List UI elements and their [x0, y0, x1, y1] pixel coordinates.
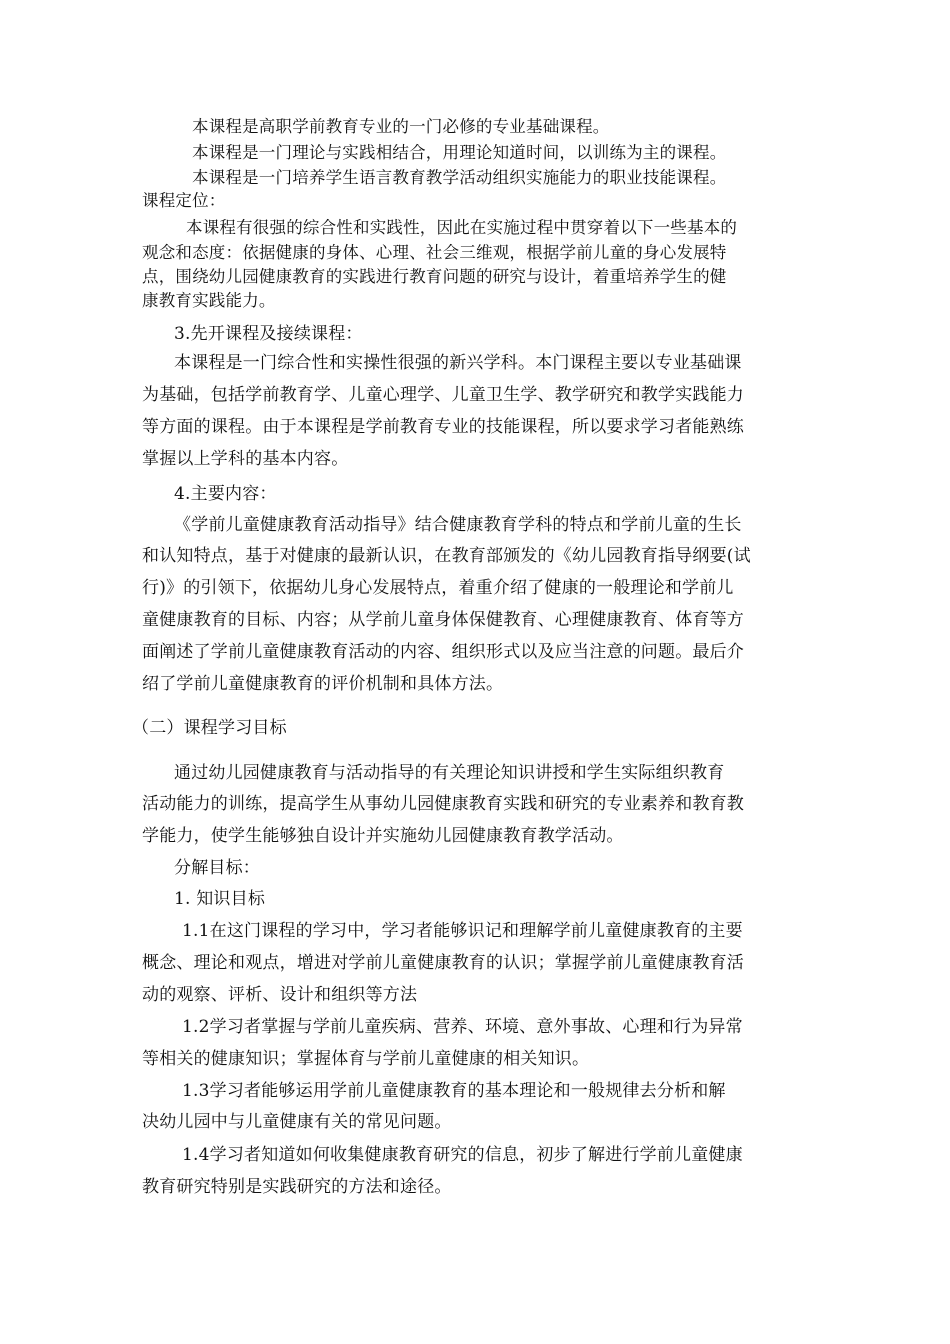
content-line-1: 《学前儿童健康教育活动指导》结合健康教育学科的特点和学前儿童的生长 — [174, 515, 742, 535]
objectives-line-2: 活动能力的训练，提高学生从事幼儿园健康教育实践和研究的专业素养和教育教 — [142, 794, 744, 814]
item-1-1-line-3: 动的观察、评析、设计和组织等方法 — [142, 985, 418, 1005]
intro-line-3: 本课程是一门培养学生语言教育教学活动组织实施能力的职业技能课程。 — [192, 168, 727, 187]
prereq-line-4: 掌握以上学科的基本内容。 — [142, 449, 349, 469]
content-line-3: 行)》的引领下，依据幼儿身心发展特点，着重介绍了健康的一般理论和学前儿 — [142, 578, 734, 598]
item-1-3-line-1: 1.3学习者能够运用学前儿童健康教育的基本理论和一般规律去分析和解 — [182, 1081, 726, 1101]
content-line-2: 和认知特点，基于对健康的最新认识，在教育部颁发的《幼儿园教育指导纲要(试 — [142, 546, 751, 566]
item-1-4-line-1: 1.4学习者知道如何收集健康教育研究的信息，初步了解进行学前儿童健康 — [182, 1145, 743, 1165]
content-line-6: 绍了学前儿童健康教育的评价机制和具体方法。 — [142, 674, 504, 694]
intro-line-1: 本课程是高职学前教育专业的一门必修的专业基础课程。 — [192, 117, 610, 136]
breakdown-heading: 分解目标： — [174, 858, 260, 878]
prereq-line-3: 等方面的课程。由于本课程是学前教育专业的技能课程，所以要求学习者能熟练 — [142, 417, 744, 437]
prereq-line-2: 为基础，包括学前教育学、儿童心理学、儿童卫生学、教学研究和教学实践能力 — [142, 385, 744, 405]
knowledge-heading: 1. 知识目标 — [174, 889, 266, 909]
objectives-heading: （二）课程学习目标 — [132, 718, 287, 738]
prereq-heading: 3.先开课程及接续课程： — [174, 324, 363, 344]
item-1-4-line-2: 教育研究特别是实践研究的方法和途径。 — [142, 1177, 452, 1197]
objectives-line-3: 学能力，使学生能够独自设计并实施幼儿园健康教育教学活动。 — [142, 826, 624, 846]
content-line-4: 童健康教育的目标、内容；从学前儿童身体保健教育、心理健康教育、体育等方 — [142, 610, 744, 630]
intro-line-2: 本课程是一门理论与实践相结合，用理论知道时间，以训练为主的课程。 — [192, 143, 727, 162]
positioning-line-1: 本课程有很强的综合性和实践性，因此在实施过程中贯穿着以下一些基本的 — [186, 218, 738, 237]
positioning-line-3: 点，围绕幼儿园健康教育的实践进行教育问题的研究与设计，着重培养学生的健 — [142, 267, 727, 286]
item-1-2-line-2: 等相关的健康知识；掌握体育与学前儿童健康的相关知识。 — [142, 1049, 590, 1069]
item-1-1-line-1: 1.1在这门课程的学习中，学习者能够识记和理解学前儿童健康教育的主要 — [182, 921, 743, 941]
item-1-3-line-2: 决幼儿园中与儿童健康有关的常见问题。 — [142, 1112, 452, 1132]
positioning-line-4: 康教育实践能力。 — [142, 291, 276, 310]
prereq-line-1: 本课程是一门综合性和实操性很强的新兴学科。本门课程主要以专业基础课 — [174, 353, 742, 373]
item-1-1-line-2: 概念、理论和观点，增进对学前儿童健康教育的认识；掌握学前儿童健康教育活 — [142, 953, 744, 973]
objectives-line-1: 通过幼儿园健康教育与活动指导的有关理论知识讲授和学生实际组织教育 — [174, 763, 725, 783]
positioning-heading: 课程定位： — [142, 191, 226, 210]
positioning-line-2: 观念和态度：依据健康的身体、心理、社会三维观，根据学前儿童的身心发展特 — [142, 243, 727, 262]
content-heading: 4.主要内容： — [174, 484, 277, 504]
content-line-5: 面阐述了学前儿童健康教育活动的内容、组织形式以及应当注意的问题。最后介 — [142, 642, 744, 662]
item-1-2-line-1: 1.2学习者掌握与学前儿童疾病、营养、环境、意外事故、心理和行为异常 — [182, 1017, 743, 1037]
